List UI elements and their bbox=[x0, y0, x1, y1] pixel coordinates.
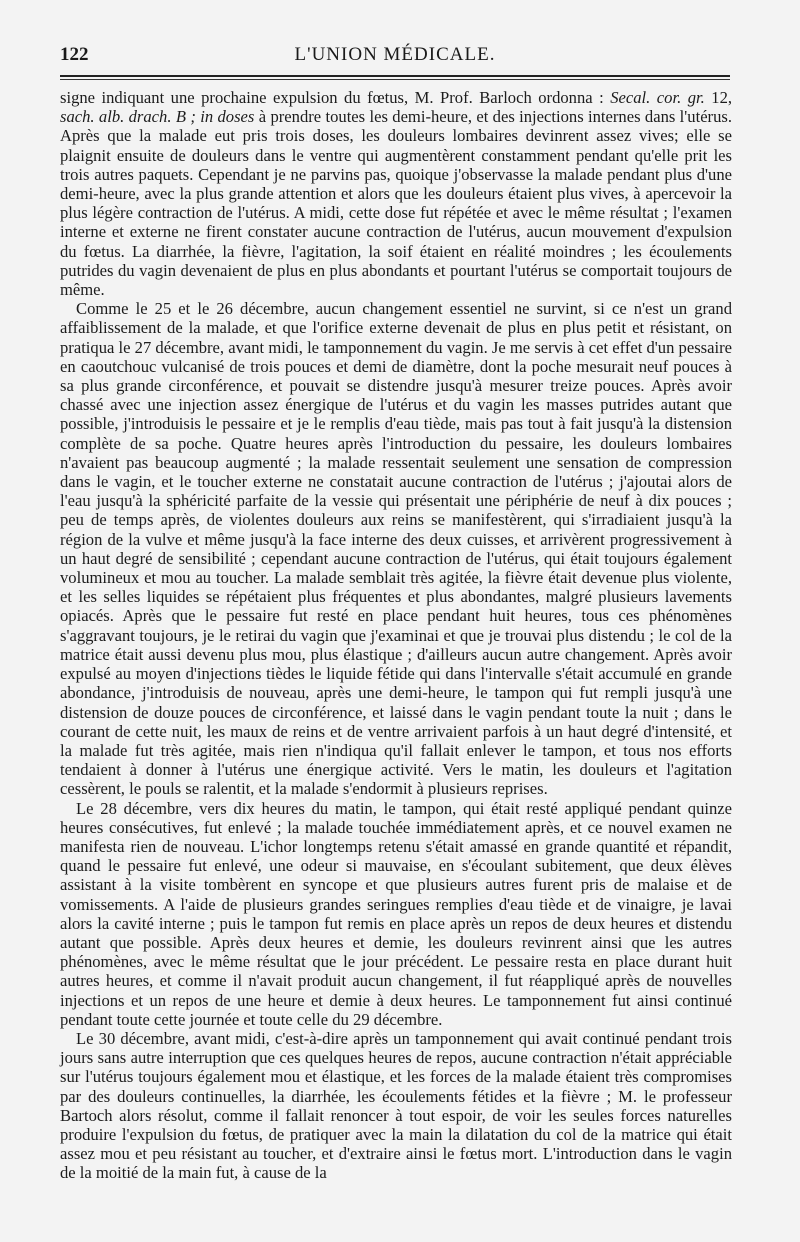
article-body bbox=[60, 88, 732, 1183]
paragraph-1-lead: signe indiquant une prochaine expulsion du fœtus, M. Prof. Barloch ordonna : bbox=[60, 88, 611, 107]
paragraph-1 bbox=[60, 88, 732, 299]
page-header bbox=[60, 44, 730, 74]
prescription-italic-1: Secal. cor. gr. bbox=[610, 88, 705, 107]
prescription-dose: 12, bbox=[704, 88, 733, 107]
paragraph-4: Le 30 décembre, avant midi, c'est-à-dire après un tamponnement qui avait continué pendant trois jours sans autre interruption que ces quelques heures de repos, aucune contraction n'était appréciable sur l'utérus toujours également mou et élastique, et les forces de la malade étaient très compromises par des douleurs continuelles, la diarrhée, les écoulements fétides et la fièvre ; M. le professeur Bartoch alors résolut, comme il fallait renoncer à tout espoir, de voir les seules forces naturelles produire l'expulsion du fœtus, de pratiquer avec la main la dilatation du col de la matrice qui était assez mou et peu résistant au toucher, et d'extraire ainsi le fœtus mort. L'introduction dans le vagin de la moitié de la main fut, à cause de la bbox=[60, 1028, 732, 1183]
paragraph-3: Le 28 décembre, vers dix heures du matin, le tampon, qui était resté appliqué pendant quinze heures consécutives, fut enlevé ; la malade touchée immédiatement après, et ce nouvel examen ne manifesta rien de nouveau. L'ichor longtemps retenu s'était amassé en grande quantité et répandit, quand le pessaire fut enlevé, une odeur si mauvaise, en s'écoulant subitement, que deux élèves assistant à la visite tombèrent en syncope et que plusieurs autres furent pris de malaise et de vomissements. A l'aide de plusieurs grandes seringues remplies d'eau tiède et de vinaigre, je lavai alors la cavité interne ; puis le tampon fut remis en place après un repos de deux heures et distendu autant que possible. Après deux heures et demie, les douleurs revinrent ainsi que les autres phénomènes, avec le même résultat que le jour précédent. Le pessaire resta en place durant huit autres heures, et comme il n'avait produit aucun changement, il fut réappliqué après de nouvelles injections et un repos de une heure et demie à deux heures. Le tamponnement fut ainsi continué pendant toute cette journée et toute celle du 29 décembre. bbox=[60, 798, 732, 1029]
paragraph-1-rest: à prendre toutes les demi-heure, et des injections internes dans l'utérus. Après que la malade eut pris trois doses, les douleurs lombaires devinrent assez vives; elle se plaignit ensuite de douleurs dans le ventre qui augmentèrent constamment pendant qu'elle prit les trois autres paquets. Cependant je ne parvins pas, quoique j'observasse la malade pendant plus d'une demi-heure, avec la plus grande attention et alors que les douleurs étaient plus vives, à apercevoir la plus légère contraction de l'utérus. A midi, cette dose fut répétée et avec le même résultat ; l'examen interne et externe ne firent constater aucune contraction de l'utérus, aucun mouvement d'expulsion du fœtus. La diarrhée, la fièvre, l'agitation, la soif étaient en réalité moindres ; les écoulements putrides du vagin devenaient de plus en plus abondants et pourtant l'utérus se comportait toujours de même. bbox=[60, 107, 732, 300]
header-rule bbox=[60, 75, 730, 77]
header-rule-thin bbox=[60, 79, 730, 80]
prescription-italic-2: sach. alb. drach. B ; in doses bbox=[60, 107, 255, 127]
paragraph-2: Comme le 25 et le 26 décembre, aucun changement essentiel ne survint, si ce n'est un grand affaiblissement de la malade, et que l'orifice externe devenait de plus en plus petit et résistant, on pratiqua le 27 décembre, avant midi, le tamponnement du vagin. Je me servis à cet effet d'un pessaire en caoutchouc vulcanisé de trois pouces et demi de diamètre, dont la poche mesurait neuf pouces à sa plus grande circonférence, et pouvait se distendre jusqu'à mesurer treize pouces. Après avoir chassé avec une injection assez énergique de l'utérus et du vagin les masses putrides autant que possible, j'introduisis le pessaire et je le remplis d'eau tiède, mais pas tout à fait jusqu'à la distension complète de sa poche. Quatre heures après l'introduction du pessaire, les douleurs lombaires n'avaient pas beaucoup augmenté ; la malade ressentait seulement une sensation de compression dans le vagin, et le toucher externe ne constatait aucune contraction de l'utérus ; j'ajoutai alors de l'eau jusqu'à la sphéricité parfaite de la vessie qui présentait une périphérie de neuf à dix pouces ; peu de temps après, de violentes douleurs aux reins se manifestèrent, qui s'irradiaient jusqu'à la région de la vulve et même jusqu'à la face interne des deux cuisses, et arrivèrent progressivement à un haut degré de sensibilité ; cependant aucune contraction de l'utérus, qui était toujours également volumineux et mou au toucher. La malade semblait très agitée, la fièvre était devenue plus violente, et les selles liquides se répétaient plus fréquentes et plus abondantes, malgré plusieurs lavements opiacés. Après que le pessaire fut resté en place pendant huit heures, tous ces phénomènes s'aggravant toujours, je le retirai du vagin que j'examinai et que je trouvai plus distendu ; le col de la matrice était aussi devenu plus mou, plus élastique ; d'ailleurs aucun autre changement. Après avoir expulsé au moyen d'injections tièdes le liquide fétide qui dans l'intervalle s'était accumulé en grande abondance, j'introduisis de nouveau, après une demi-heure, le tampon qui fut rempli jusqu'à une distension de douze pouces de circonférence, et laissé dans le vagin pendant toute la nuit ; dans le courant de cette nuit, les maux de reins et de ventre arrivaient parfois à un haut degré d'intensité, et la malade fut très agitée, mais rien n'indiqua qu'il fallait enlever le tampon, et tous nos efforts tendaient à donner à l'utérus une énergique activité. Vers le matin, les douleurs et l'agitation cessèrent, le pouls se ralentit, et la malade s'endormit à plusieurs reprises. bbox=[60, 299, 732, 799]
page-number: 122 bbox=[60, 44, 89, 65]
journal-title: L'UNION MÉDICALE. bbox=[294, 44, 496, 65]
